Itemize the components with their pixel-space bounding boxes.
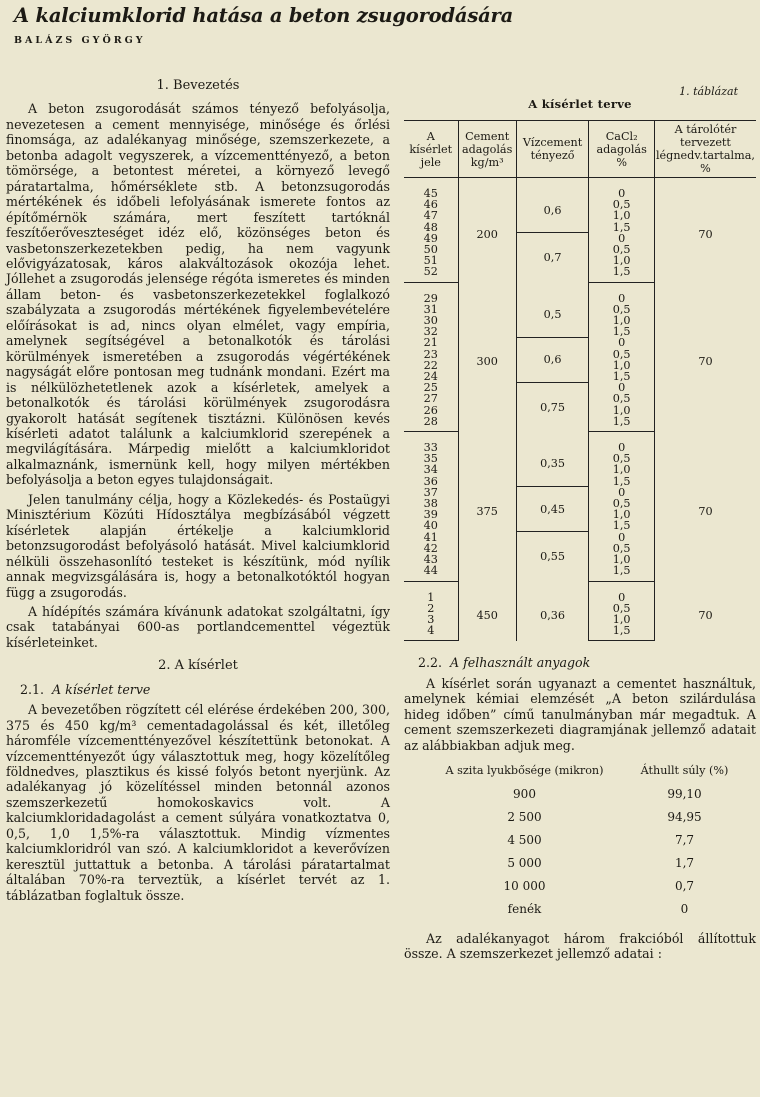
header-cement-dose: Cement adagolás kg/m³ [458, 121, 516, 178]
cell-cacl2: 1,5 [589, 222, 655, 233]
cell-cacl2: 1,5 [589, 565, 655, 581]
cell-test-id: 36 [423, 474, 438, 488]
cell-water-cement: 0,45 [516, 487, 589, 532]
cell-sieve-size: 900 [513, 787, 536, 802]
table-row [404, 178, 756, 200]
sieve-header-row [422, 763, 742, 783]
cell-test-id: 47 [423, 209, 438, 223]
cell-cement-dose: 450 [458, 581, 516, 641]
cell-test-id: 45 [423, 187, 438, 200]
cell-test-id: 4 [404, 625, 458, 641]
cell-test-id: 37 [423, 485, 438, 499]
cell-test-id: 29 [423, 291, 438, 305]
cell-test-id: 34 [423, 463, 438, 477]
cell-cacl2: 0 [589, 532, 655, 543]
cell-test-id: 48 [423, 220, 438, 234]
subsection-number: 2.2. [418, 655, 443, 671]
sieve-table [422, 763, 742, 921]
sieve-row [422, 852, 742, 875]
cell-cacl2: 1,0 [589, 554, 655, 565]
header-test-id: A kísérlet jele [404, 121, 458, 178]
cell-water-cement: 0,7 [516, 233, 589, 282]
cell-test-id: 27 [423, 392, 438, 406]
cell-cacl2: 0,5 [589, 349, 655, 360]
cell-test-id: 39 [423, 508, 438, 522]
cell-cacl2: 0,5 [589, 393, 655, 404]
cell-humidity: 70 [654, 178, 756, 283]
cell-test-id: 25 [423, 381, 438, 395]
cell-test-id: 26 [423, 403, 438, 417]
cell-cacl2: 1,0 [589, 315, 655, 326]
cell-sieve-size: 2 500 [507, 810, 542, 825]
cell-cacl2: 1,0 [589, 614, 655, 625]
sieve-row [422, 829, 742, 852]
cell-test-id: 49 [423, 231, 438, 245]
subsection-number: 2.1. [20, 681, 45, 697]
cell-test-id: 41 [423, 530, 438, 544]
cell-test-id: 42 [423, 541, 438, 555]
right-column [404, 76, 756, 966]
cell-humidity: 70 [654, 432, 756, 581]
subsection-title: A kísérlet terve [52, 681, 151, 697]
cell-cacl2: 1,5 [589, 371, 655, 382]
cell-cacl2: 0,5 [589, 453, 655, 464]
cell-cacl2: 0 [589, 282, 655, 304]
cell-cacl2: 1,0 [589, 509, 655, 520]
cell-cacl2: 1,0 [589, 255, 655, 266]
cell-cacl2: 0,5 [589, 304, 655, 315]
sieve-header-passed: Áthullt súly (%) [640, 764, 729, 778]
sieve-header-size: A szita lyukbősége (mikron) [445, 764, 604, 778]
paragraph-intro-1: A beton zsugorodását számos tényező befolyásolja, nevezetesen a cement mennyisége, minősége és őrlési finomsága, az adalékanyag minősége, szemszerkezete, a betonba adagolt vegyszerek, a vízcementtényező, a beton tömörsége, a betontest méretei, a környező levegő páratartalma, hőmérséklete stb. A betonzsugorodás mértékének és időbeli lefolyásának ismerete fontos az építőmérnök számára, mert feszített tartóknál feszítőerőveszteséget idéz elő, közönséges beton és vasbetonszerkezetekben pedig, ha nem vagyunk elővigyázatosak, káros alakváltozások okozója lehet. Jóllehet a zsugorodás jelensége régóta ismeretes és minden állam beton- és vasbetonszerkezetekkel foglalkozó szabályzata a zsugorodás mértékének figyelembevételére előírásokat is ad, nincs olyan elmélet, vagy empíria, amelynek segítségével a betonalkotók és tárolási körülmények ismeretében a zsugorodás végértékének nagyságát előre pontosan meg tudnánk mondani. Ezért ma is nélkülözhetetlenek azok a kísérletek, amelyek a betonalkotók és tárolási körülmények zsugorodásra gyakorolt hatását segítenek tisztázni. Különösen kevés kísérleti adatot találunk a kalciumklorid szerepének a megvilágítására. Márpedig mielőtt a kalciumkloridot alkalmaznánk, ismernünk kell, hogy milyen mértékben befolyásolja a beton egyes tulajdonságait. [6, 101, 390, 488]
cell-test-id: 43 [423, 553, 438, 567]
subsection-title: A felhasznált anyagok [450, 655, 591, 671]
cell-test-id: 33 [423, 441, 438, 455]
cell-test-id: 3 [427, 612, 435, 626]
paragraph-materials: A kísérlet során ugyanazt a cementet használtuk, amelynek kémiai elemzését „A beton szilárdulása hideg időben” című tanulmányban már megadtuk. A cement szemszerkezeti diagramjának jellemző adatait az alábbiakban adjuk meg. [404, 675, 756, 753]
cell-cacl2: 0 [589, 337, 655, 348]
cell-cacl2: 0,5 [589, 244, 655, 255]
header-cacl2: CaCl₂ adagolás % [589, 121, 655, 178]
cell-humidity: 70 [654, 282, 756, 431]
cell-test-id: 38 [423, 497, 438, 511]
header-water-cement: Vízcement tényező [516, 121, 589, 178]
cell-cacl2: 0,5 [589, 543, 655, 554]
paragraph-intro-2: Jelen tanulmány célja, hogy a Közlekedés- és Postaügyi Minisztérium Közúti Hídosztálya megbízásából végzett kísérletek alapján értékelje a kalciumklorid betonzsugorodást befolyásoló hatását. Mivel kalciumklorid nélküli összehasonlító testeket is készítünk, mód nyílik annak megvizsgálására is, hogy a betonalkotóktól hogyan függ a zsugorodás. [6, 491, 390, 600]
cell-cacl2: 0 [589, 233, 655, 244]
cell-cacl2: 1,5 [589, 625, 655, 641]
cell-cacl2: 0,5 [589, 199, 655, 210]
paragraph-intro-3: A hídépítés számára kívánunk adatokat szolgáltatni, így csak tatabányai 600-as portlandcementtel végeztük kísérleteinket. [6, 603, 390, 650]
table-row [404, 432, 756, 454]
cell-sieve-size: fenék [507, 902, 542, 917]
cell-test-id: 30 [423, 314, 438, 328]
cell-test-id: 46 [423, 198, 438, 212]
cell-cacl2: 0 [589, 487, 655, 498]
experiment-plan-table [404, 120, 756, 641]
cell-water-cement: 0,35 [516, 432, 589, 487]
header-humidity: A tárolótér tervezett légnedv.tartalma, % [654, 121, 756, 178]
table-title: A kísérlet terve [528, 97, 632, 111]
cell-cement-dose: 300 [458, 282, 516, 431]
sieve-row [422, 806, 742, 829]
cell-cacl2: 1,5 [589, 476, 655, 487]
subsection-heading-plan [20, 682, 390, 697]
cell-passed: 99,10 [667, 787, 702, 802]
cell-test-id: 40 [423, 519, 438, 533]
cell-test-id: 35 [423, 452, 438, 466]
cell-water-cement: 0,55 [516, 532, 589, 581]
section-heading-experiment: 2. A kísérlet [158, 658, 238, 674]
table-number: 1. táblázat [679, 85, 738, 98]
cell-passed: 7,7 [674, 833, 695, 848]
cell-cacl2: 1,5 [589, 520, 655, 531]
sieve-row [422, 875, 742, 898]
cell-sieve-size: 10 000 [503, 879, 546, 894]
cell-cement-dose: 375 [458, 432, 516, 581]
cell-cacl2: 0,5 [589, 603, 655, 614]
article-title: A kalciumklorid hatása a beton zsugorodására [14, 4, 514, 27]
cell-water-cement: 0,6 [516, 337, 589, 382]
cell-cacl2: 1,0 [589, 360, 655, 371]
cell-water-cement: 0,5 [516, 282, 589, 337]
cell-humidity: 70 [654, 581, 756, 641]
cell-cacl2: 1,0 [589, 210, 655, 221]
cell-test-id: 31 [423, 302, 438, 316]
cell-test-id: 32 [423, 325, 438, 339]
cell-water-cement: 0,36 [516, 581, 589, 641]
cell-sieve-size: 4 500 [507, 833, 542, 848]
cell-test-id: 23 [423, 347, 438, 361]
cell-cacl2: 1,5 [589, 326, 655, 337]
cell-passed: 0 [680, 902, 689, 917]
cell-test-id: 51 [423, 254, 438, 268]
table-row [404, 282, 756, 304]
cell-test-id: 1 [427, 590, 435, 604]
cell-sieve-size: 5 000 [507, 856, 542, 871]
cell-test-id: 28 [404, 416, 458, 432]
subsection-heading-materials [418, 655, 756, 670]
cell-test-id: 21 [423, 336, 438, 350]
cell-cacl2: 0 [589, 432, 655, 454]
paragraph-aggregate: Az adalékanyagot három frakcióból állítottuk össze. A szemszerkezet jellemző adatai : [404, 931, 756, 962]
table-header-row [404, 121, 756, 178]
cell-passed: 94,95 [667, 810, 702, 825]
cell-test-id: 2 [427, 601, 435, 615]
cell-test-id: 52 [404, 266, 458, 282]
cell-water-cement: 0,6 [516, 178, 589, 233]
cell-test-id: 22 [423, 358, 438, 372]
cell-cacl2: 0 [589, 382, 655, 393]
cell-cacl2: 0,5 [589, 498, 655, 509]
sieve-row [422, 783, 742, 806]
article-author: BALÁZS GYÖRGY [14, 35, 146, 46]
cell-cacl2: 1,0 [589, 405, 655, 416]
cell-passed: 0,7 [674, 879, 695, 894]
cell-water-cement: 0,75 [516, 382, 589, 431]
cell-cacl2: 0 [589, 178, 655, 200]
section-heading-introduction: 1. Bevezetés [156, 78, 240, 93]
cell-test-id: 50 [423, 243, 438, 257]
cell-cacl2: 1,5 [589, 416, 655, 432]
cell-cement-dose: 200 [458, 178, 516, 283]
cell-test-id: 44 [404, 565, 458, 581]
table-row [404, 581, 756, 603]
cell-passed: 1,7 [674, 856, 695, 871]
left-column [6, 78, 390, 903]
cell-cacl2: 0 [589, 581, 655, 603]
table-caption [404, 76, 756, 111]
cell-cacl2: 1,0 [589, 464, 655, 475]
cell-test-id: 24 [423, 370, 438, 384]
cell-cacl2: 1,5 [589, 266, 655, 282]
paragraph-plan: A bevezetőben rögzített cél elérése érdekében 200, 300, 375 és 450 kg/m³ cementadagolással és két, illetőleg háromféle vízcementtényezővel készítettünk betonokat. A vízcementtényezőt úgy választottuk meg, hogy közelítőleg földnedves, plasztikus és kissé folyós betont nyerjünk. Az adalékanyag jó közelítéssel minden betonnál azonos szemszerkezetű homokoskavics volt. A kalciumkloridadagolást a cement súlyára vonatkoztatva 0, 0,5, 1,0 1,5%-ra választottuk. Mindig vízmentes kalciumkloridról van szó. A kalciumkloridot a keverővízen keresztül juttattuk a betonba. A tárolási páratartalmat általában 70%-ra terveztük, a kísérlet tervét az 1. táblázatban foglaltuk össze. [6, 702, 390, 903]
sieve-row [422, 898, 742, 921]
